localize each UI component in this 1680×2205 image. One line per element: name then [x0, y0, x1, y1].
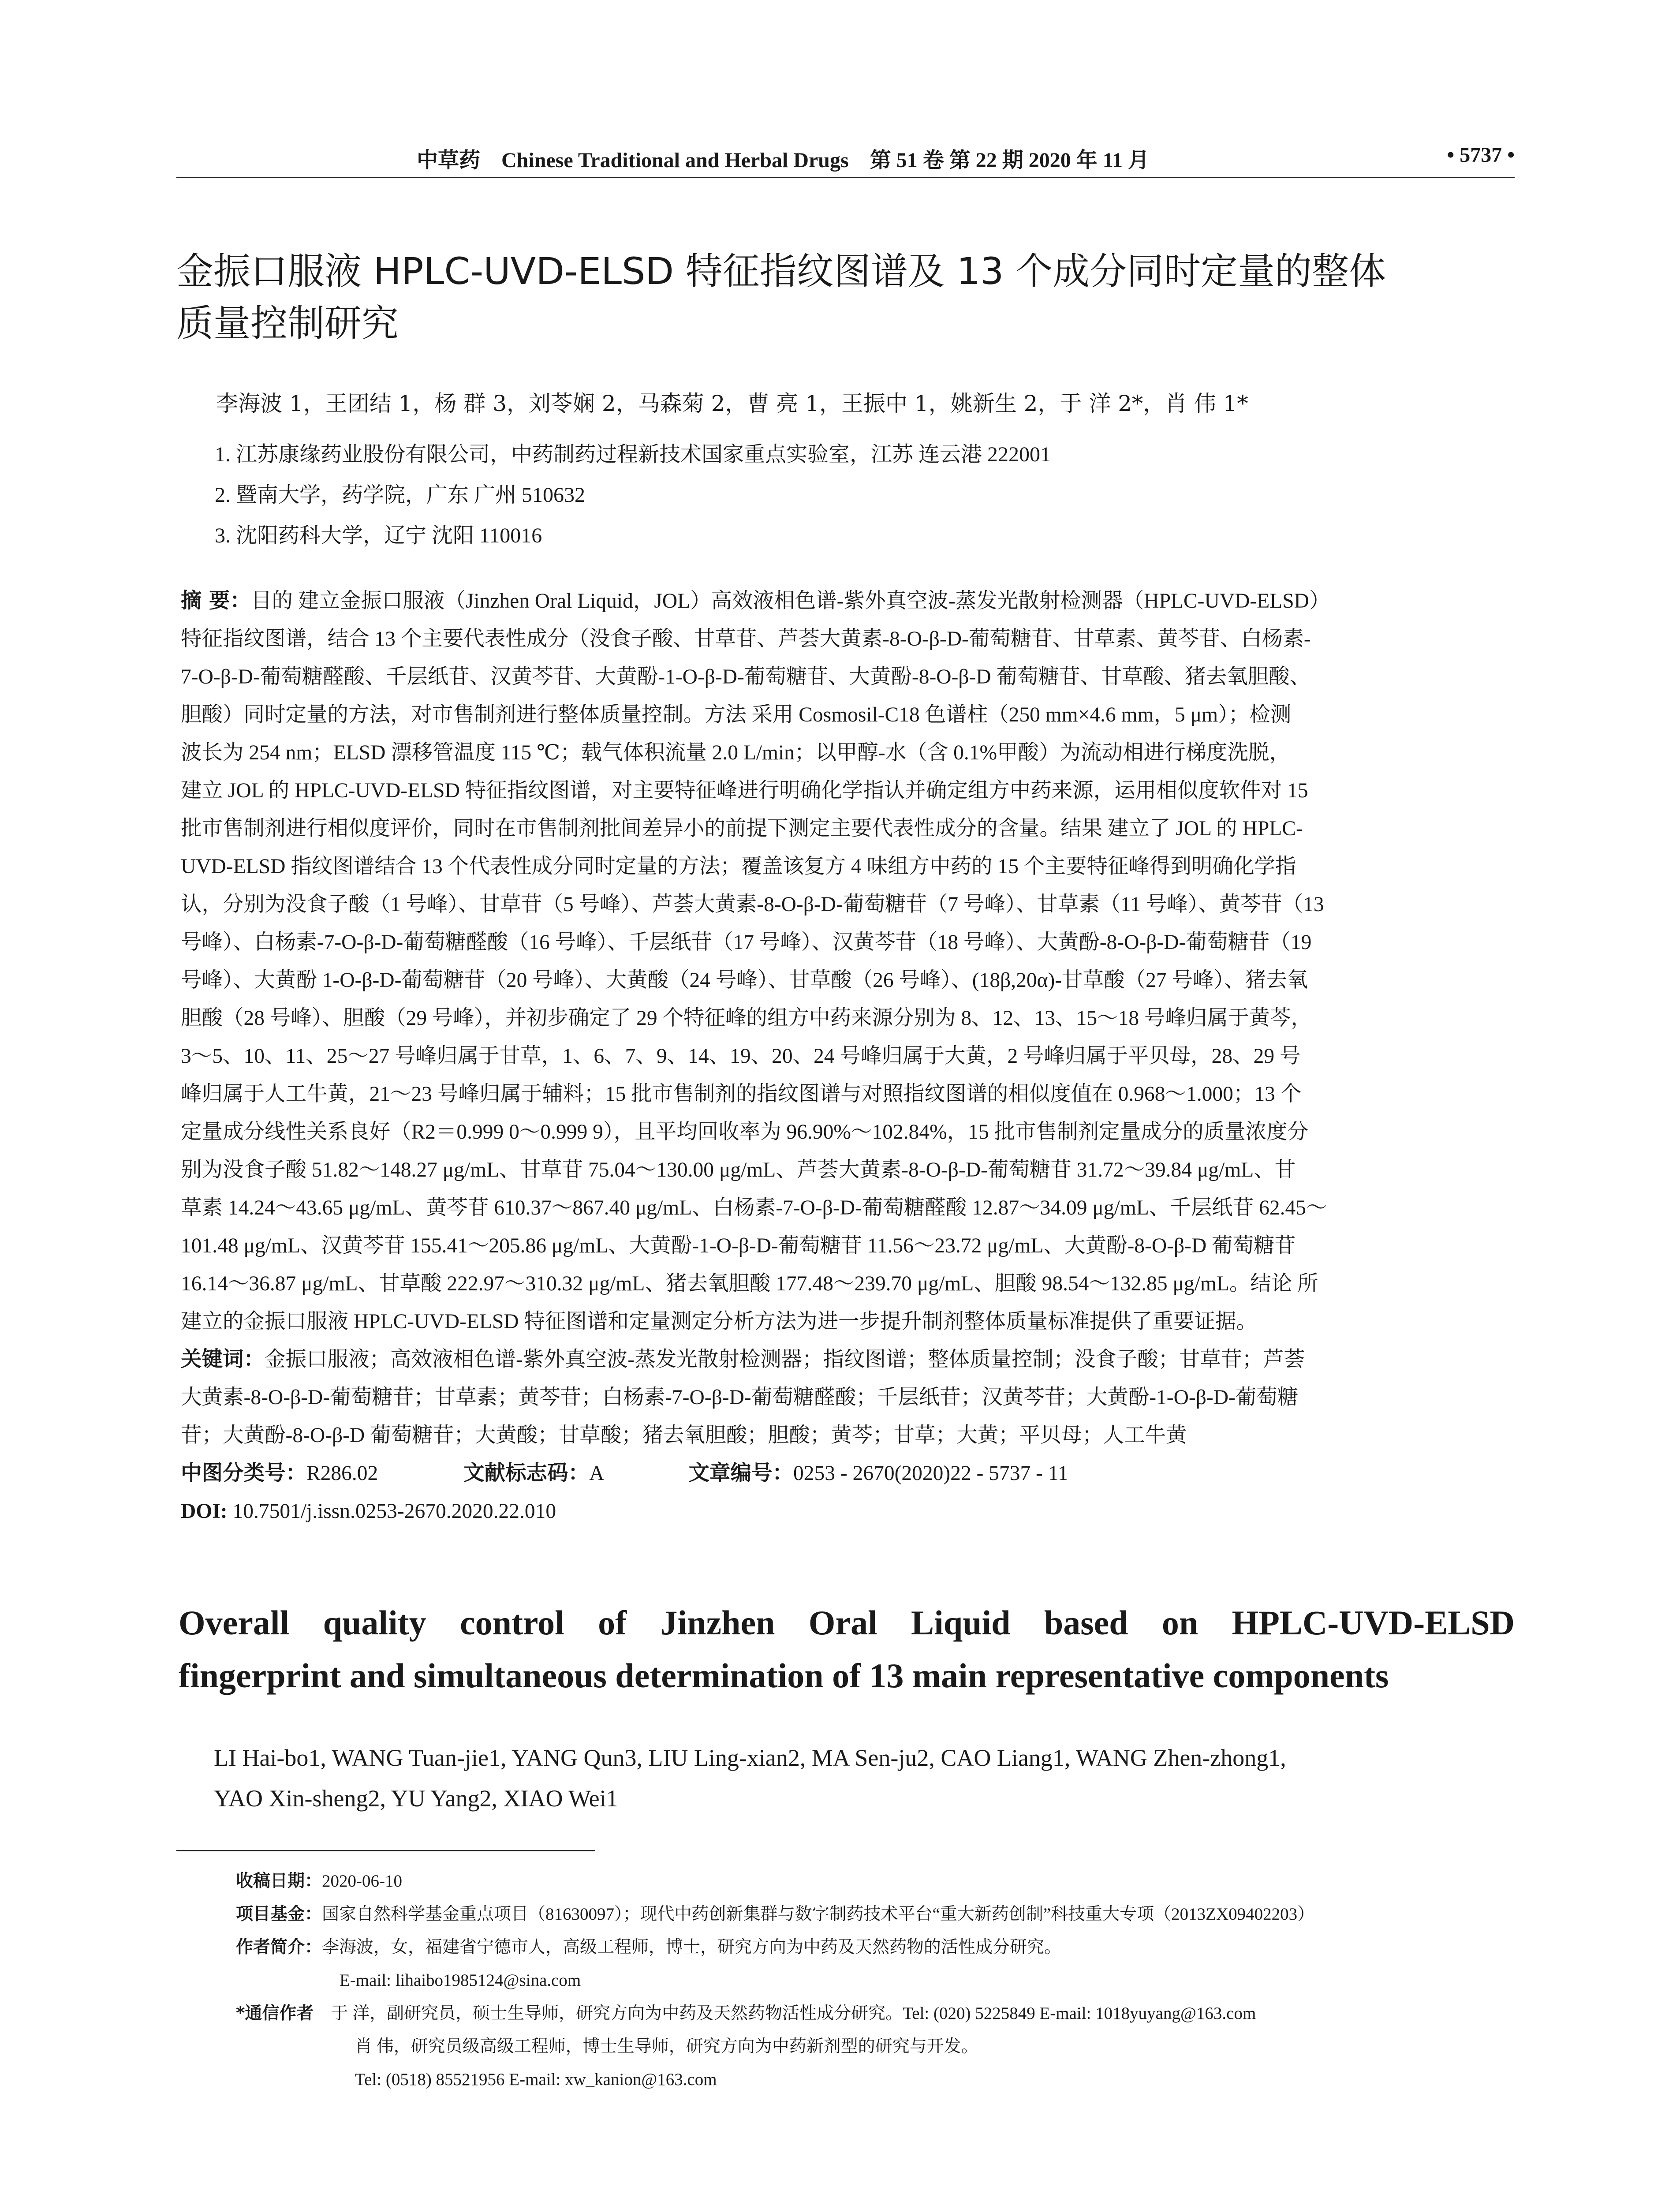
article-no-label: 文章编号：	[688, 1461, 793, 1485]
author-text-cn: 李海波 1，王团结 1，杨 群 3，刘苓娴 2，马森菊 2，曹 亮 1，王振中 1，姚新生 2，于 洋 2*，肖 伟 1*	[216, 391, 1248, 416]
en-title-line-1: Overall quality control of Jinzhen Oral Liquid based on HPLC-UVD-ELSD	[179, 1603, 1515, 1642]
corresponding-author	[236, 1997, 1515, 2030]
keywords-text: 金振口服液；高效液相色谱-紫外真空波-蒸发光散射检测器；指纹图谱；整体质量控制；没食子酸；甘草苷；芦荟	[265, 1348, 1305, 1371]
abstract-line: 认，分别为没食子酸（1 号峰）、甘草苷（5 号峰）、芦荟大黄素-8-O-β-D-葡萄糖苷（7 号峰）、甘草素（11 号峰）、黄芩苷（13	[181, 893, 1324, 916]
title-line-1: 金振口服液 HPLC-UVD-ELSD 特征指纹图谱及 13 个成分同时定量的整体	[176, 250, 1386, 293]
doi-label: DOI:	[181, 1500, 228, 1523]
abstract-line: 定量成分线性关系良好（R2＝0.999 0～0.999 9），且平均回收率为 96.90%～102.84%，15 批市售制剂定量成分的质量浓度分	[181, 1121, 1309, 1144]
received-label: 收稿日期：	[236, 1871, 322, 1891]
clc-label: 中图分类号：	[181, 1461, 306, 1485]
abstract-line: 草素 14.24～43.65 μg/mL、黄芩苷 610.37～867.40 μg/mL、白杨素-7-O-β-D-葡萄糖醛酸 12.87～34.09 μg/mL、千层纸苷 62.45～	[181, 1196, 1327, 1219]
bio-label: 作者简介：	[236, 1937, 322, 1957]
running-header	[176, 140, 1515, 176]
abstract-line: UVD-ELSD 指纹图谱结合 13 个代表性成分同时定量的方法；覆盖该复方 4 味组方中药的 15 个主要特征峰得到明确化学指	[181, 855, 1296, 878]
author-email[interactable]: E-mail: lihaibo1985124@sina.com	[340, 1971, 581, 1990]
en-authors-line-2: YAO Xin-sheng2, YU Yang2, XIAO Wei1	[214, 1785, 618, 1812]
paper-title-cn	[176, 245, 1515, 349]
author-bio	[236, 1931, 1515, 1964]
en-title-line-2: fingerprint and simultaneous determination of 13 main representative components	[179, 1656, 1389, 1695]
abstract-line: 3～5、10、11、25～27 号峰归属于甘草，1、6、7、9、14、19、20、24 号峰归属于大黄，2 号峰归属于平贝母，28、29 号	[181, 1045, 1301, 1068]
funding	[236, 1898, 1515, 1931]
fund-value: 国家自然科学基金重点项目（81630097）；现代中药创新集群与数字制药技术平台“重大新药创制”科技重大专项（2013ZX09402203）	[322, 1905, 1315, 1924]
abstract-line: 特征指纹图谱，结合 13 个主要代表性成分（没食子酸、甘草苷、芦荟大黄素-8-O-β-D-葡萄糖苷、甘草素、黄芩苷、白杨素-	[181, 628, 1311, 650]
doi-link[interactable]: 10.7501/j.issn.0253-2670.2020.22.010	[232, 1500, 556, 1523]
journal-name-en: Chinese Traditional and Herbal Drugs	[501, 149, 849, 172]
received-value: 2020-06-10	[322, 1872, 402, 1891]
footnote-rule	[176, 1850, 595, 1851]
abstract-text: 目的 建立金振口服液（Jinzhen Oral Liquid，JOL）高效液相色谱-紫外真空波-蒸发光散射检测器（HPLC-UVD-ELSD）	[251, 590, 1330, 613]
keywords-line: 大黄素-8-O-β-D-葡萄糖苷；甘草素；黄芩苷；白杨素-7-O-β-D-葡萄糖醛酸；千层纸苷；汉黄芩苷；大黄酚-1-O-β-D-葡萄糖	[181, 1386, 1299, 1409]
corr-1: 于 洋，副研究员，硕士生导师，研究方向为中药及天然药物活性成分研究。Tel: (020) 5225849 E-mail: 1018yuyang@163.com	[331, 2004, 1256, 2023]
corresponding-author-2: 肖 伟，研究员级高级工程师，博士生导师，研究方向为中药新剂型的研究与开发。	[355, 2037, 978, 2056]
author-list-en	[214, 1738, 1515, 1819]
title-line-2: 质量控制研究	[176, 302, 399, 345]
clc-value: R286.02	[306, 1462, 378, 1485]
abstract-line: 峰归属于人工牛黄，21～23 号峰归属于辅料；15 批市售制剂的指纹图谱与对照指纹图谱的相似度值在 0.968～1.000；13 个	[181, 1083, 1302, 1106]
abstract-line: 101.48 μg/mL、汉黄芩苷 155.41～205.86 μg/mL、大黄酚-1-O-β-D-葡萄糖苷 11.56～23.72 μg/mL、大黄酚-8-O-β-D 葡萄糖苷	[181, 1234, 1296, 1257]
abstract-line: 胆酸（28 号峰）、胆酸（29 号峰），并初步确定了 29 个特征峰的组方中药来源分别为 8、12、13、15～18 号峰归属于黄芩，	[181, 1007, 1312, 1030]
doc-code-label: 文献标志码：	[463, 1461, 590, 1485]
abstract-block	[181, 582, 1515, 1530]
abstract-line: 波长为 254 nm；ELSD 漂移管温度 115 ℃；载气体积流量 2.0 L/min；以甲醇-水（含 0.1%甲酸）为流动相进行梯度洗脱，	[181, 741, 1291, 764]
affiliation-1: 1. 江苏康缘药业股份有限公司，中药制药过程新技术国家重点实验室，江苏 连云港 222001	[215, 443, 1051, 466]
abstract-line: 号峰）、白杨素-7-O-β-D-葡萄糖醛酸（16 号峰）、千层纸苷（17 号峰）、汉黄芩苷（18 号峰）、大黄酚-8-O-β-D-葡萄糖苷（19	[181, 931, 1312, 954]
en-authors-line-1: LI Hai-bo1, WANG Tuan-jie1, YANG Qun3, LIU Ling-xian2, MA Sen-ju2, CAO Liang1, WANG Zhen-zhong1,	[214, 1745, 1286, 1771]
keywords-line	[181, 1341, 1515, 1379]
classification-line	[181, 1454, 1515, 1492]
article-no-value: 0253 - 2670(2020)22 - 5737 - 11	[793, 1462, 1068, 1485]
footnotes	[236, 1865, 1515, 2096]
abstract-line: 别为没食子酸 51.82～148.27 μg/mL、甘草苷 75.04～130.00 μg/mL、芦荟大黄素-8-O-β-D-葡萄糖苷 31.72～39.84 μg/mL、甘	[181, 1159, 1296, 1181]
abstract-line: 建立的金振口服液 HPLC-UVD-ELSD 特征图谱和定量测定分析方法为进一步提升制剂整体质量标准提供了重要证据。	[181, 1310, 1257, 1333]
keywords-line: 苷；大黄酚-8-O-β-D 葡萄糖苷；大黄酸；甘草酸；猪去氧胆酸；胆酸；黄芩；甘草；大黄；平贝母；人工牛黄	[181, 1424, 1187, 1447]
bio-value: 李海波，女，福建省宁德市人，高级工程师，博士，研究方向为中药及天然药物的活性成分研究。	[322, 1938, 1062, 1957]
issue-info: 第 51 卷 第 22 期 2020 年 11 月	[870, 149, 1150, 172]
author-list-cn	[216, 388, 1515, 419]
abstract-line: 胆酸）同时定量的方法，对市售制剂进行整体质量控制。方法 采用 Cosmosil-C18 色谱柱（250 mm×4.6 mm，5 μm）；检测	[181, 703, 1292, 726]
received-date	[236, 1865, 1515, 1898]
abstract-line: 16.14～36.87 μg/mL、甘草酸 222.97～310.32 μg/mL、猪去氧胆酸 177.48～239.70 μg/mL、胆酸 98.54～132.85 μg/mL。结论 所	[181, 1272, 1318, 1295]
page-number: • 5737 •	[1447, 143, 1515, 167]
corresponding-author-2-contact[interactable]: Tel: (0518) 85521956 E-mail: xw_kanion@163.com	[355, 2070, 717, 2089]
abstract-line: 批市售制剂进行相似度评价，同时在市售制剂批间差异小的前提下测定主要代表性成分的含量。结果 建立了 JOL 的 HPLC-	[181, 817, 1303, 840]
doi-line	[181, 1492, 1515, 1530]
paper-title-en	[179, 1596, 1515, 1702]
keywords-label: 关键词：	[181, 1347, 265, 1372]
abstract-line	[181, 582, 1515, 620]
abstract-label: 摘 要：	[181, 589, 251, 613]
affiliations	[215, 434, 1051, 556]
fund-label: 项目基金：	[236, 1904, 322, 1924]
doc-code-value: A	[589, 1462, 603, 1485]
journal-header-left	[417, 143, 1149, 173]
abstract-line: 7-O-β-D-葡萄糖醛酸、千层纸苷、汉黄芩苷、大黄酚-1-O-β-D-葡萄糖苷、大黄酚-8-O-β-D 葡萄糖苷、甘草酸、猪去氧胆酸、	[181, 665, 1311, 688]
header-rule	[176, 177, 1515, 178]
abstract-line: 号峰）、大黄酚 1-O-β-D-葡萄糖苷（20 号峰）、大黄酸（24 号峰）、甘草酸（26 号峰）、(18β,20α)-甘草酸（27 号峰）、猪去氧	[181, 969, 1308, 992]
journal-name-cn: 中草药	[417, 148, 481, 172]
affiliation-2: 2. 暨南大学，药学院，广东 广州 510632	[215, 483, 586, 507]
abstract-line: 建立 JOL 的 HPLC-UVD-ELSD 特征指纹图谱，对主要特征峰进行明确化学指认并确定组方中药来源，运用相似度软件对 15	[181, 779, 1308, 802]
corr-label: *通信作者	[236, 2003, 314, 2023]
affiliation-3: 3. 沈阳药科大学，辽宁 沈阳 110016	[215, 524, 542, 547]
